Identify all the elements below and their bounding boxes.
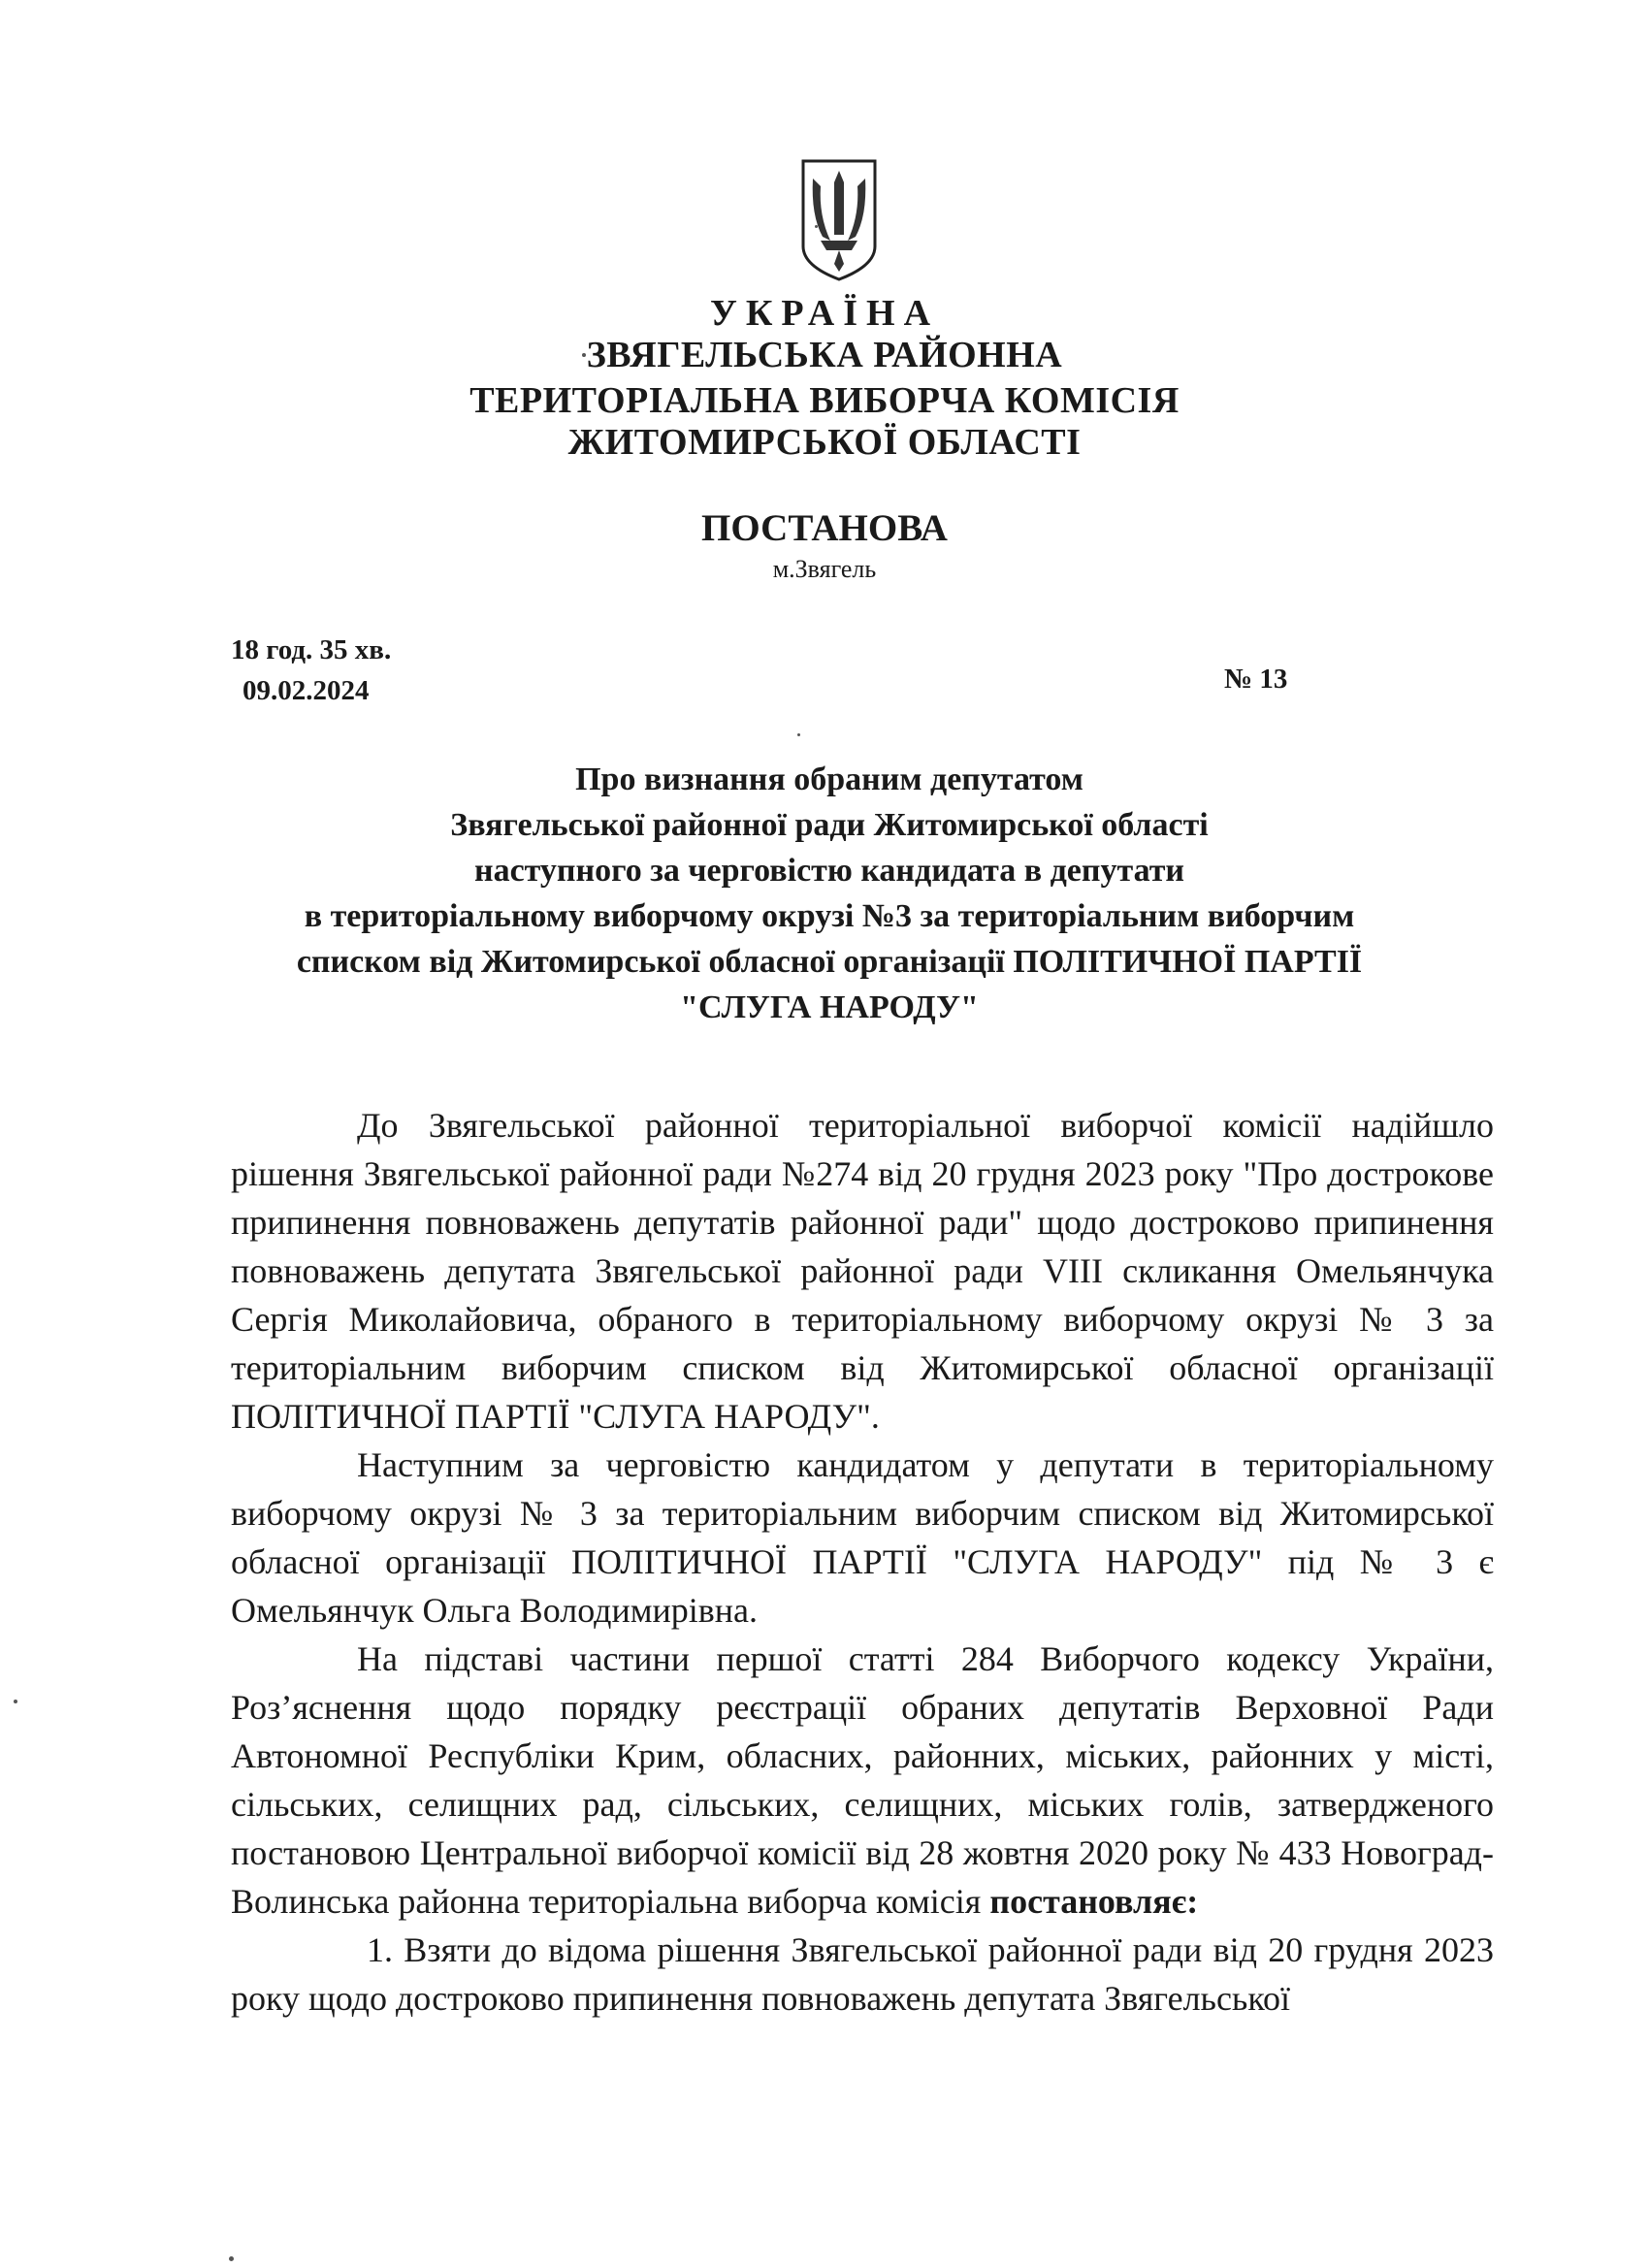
body-paragraph-3	[231, 1635, 1494, 1926]
subject-line: Про визнання обраним депутатом	[575, 761, 1083, 797]
decree-subject	[213, 757, 1445, 1030]
body-paragraph-3-text: На підставі частини першої статті 284 Виборчого кодексу України, Роз’яснення щодо порядку реєстрації обраних депутатів Верховної Ради Автономної Республіки Крим, обласних, районних, міських, районних у місті, сільських, селищних рад, сільських, селищних, міських голів, затвердженого постановою Центральної виборчої комісії від 28 жовтня 2020 року № 433 Новоград-Волинська районна територіальна виборча комісія	[231, 1639, 1494, 1921]
decree-resolution-word: постановляє:	[989, 1882, 1199, 1921]
decree-time: 18 год. 35 хв.	[231, 634, 392, 665]
body-paragraph-1: До Звягельської районної територіальної виборчої комісії надійшло рішення Звягельської районної ради №274 від 20 грудня 2023 року "Про дострокове припинення повноважень депутатів районної ради" щодо достроково припинення повноважень депутата Звягельської районної ради VIII скликання Омельянчука Сергія Миколайовича, обраного в територіальному виборчому окрузі № 3 за територіальним виборчим списком від Житомирської обласної організації ПОЛІТИЧНОЇ ПАРТІЇ "СЛУГА НАРОДУ".	[231, 1106, 1494, 1436]
scan-speck	[815, 225, 818, 228]
subject-line: "СЛУГА НАРОДУ"	[680, 989, 979, 1025]
trident-emblem-icon	[797, 157, 881, 281]
subject-line: в територіальному виборчому окрузі №3 за територіальним виборчим	[304, 898, 1355, 934]
subject-line: списком від Житомирської обласної організації ПОЛІТИЧНОЇ ПАРТІЇ	[296, 944, 1363, 980]
decree-number: № 13	[1224, 664, 1288, 695]
decree-date: 09.02.2024	[242, 675, 370, 706]
scan-speck	[229, 2256, 234, 2261]
resolution-item-1: 1. Взяти до відома рішення Звягельської районної ради від 20 грудня 2023 року щодо достроково припинення повноважень депутата Звягельської	[231, 1930, 1494, 2018]
country-name: УКРАЇНА	[709, 293, 940, 334]
commission-name-line1: ЗВЯГЕЛЬСЬКА РАЙОННА	[586, 335, 1063, 375]
scan-speck	[14, 1700, 17, 1703]
commission-name-line2: ТЕРИТОРІАЛЬНА ВИБОРЧА КОМІСІЯ	[469, 380, 1180, 421]
subject-line: Звягельської районної ради Житомирської області	[450, 807, 1209, 843]
document-city: м.Звягель	[772, 555, 877, 583]
decree-body	[231, 1101, 1494, 2023]
scan-speck	[582, 353, 586, 357]
document-type-title: ПОСТАНОВА	[701, 507, 948, 549]
scan-speck	[797, 733, 800, 736]
subject-line: наступного за черговістю кандидата в депутати	[473, 853, 1185, 889]
commission-name-line3: ЖИТОМИРСЬКОЇ ОБЛАСТІ	[567, 422, 1082, 463]
body-paragraph-2: Наступним за черговістю кандидатом у депутати в територіальному виборчому окрузі № 3 за територіальним виборчим списком від Житомирської обласної організації ПОЛІТИЧНОЇ ПАРТІЇ "СЛУГА НАРОДУ" під № 3 є Омельянчук Ольга Володимирівна.	[231, 1445, 1494, 1630]
